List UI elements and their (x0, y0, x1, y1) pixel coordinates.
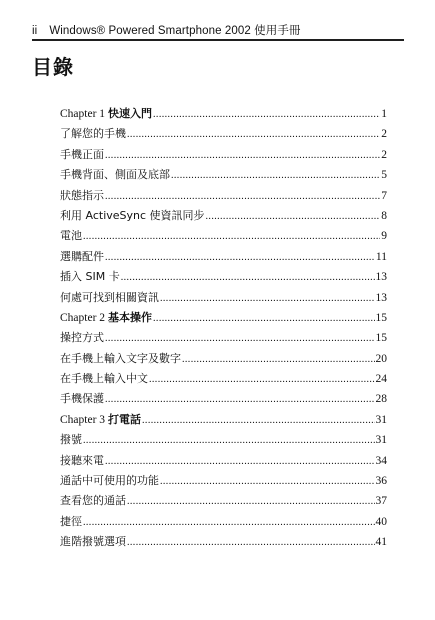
toc-entry-title (60, 494, 126, 508)
header-page-number: ii (32, 25, 38, 37)
toc-entry-title (60, 515, 82, 529)
toc-page-number: 5 (381, 169, 387, 182)
toc-page-number: 9 (381, 230, 387, 243)
toc-section-entry[interactable] (60, 372, 387, 392)
toc-entry-title (60, 148, 104, 162)
toc-entry-title (60, 535, 126, 549)
section-title: 接聽來電 (60, 453, 104, 467)
toc-section-entry[interactable] (60, 168, 387, 188)
toc-page-number: 2 (381, 148, 387, 161)
chapter-title: 快速入門 (108, 107, 153, 120)
section-title: 選購配件 (60, 249, 104, 263)
toc-entry-title (60, 413, 141, 427)
table-of-contents (60, 107, 387, 556)
toc-section-entry[interactable] (60, 250, 387, 270)
toc-page-number: 20 (375, 352, 387, 365)
chapter-number: Chapter 3 (60, 413, 106, 426)
toc-section-entry[interactable] (60, 270, 387, 290)
dot-leader (105, 190, 380, 204)
toc-page-number: 37 (375, 495, 387, 508)
toc-chapter-entry[interactable] (60, 107, 387, 127)
dot-leader (105, 251, 375, 265)
toc-page-number: 40 (375, 515, 387, 528)
toc-entry-title (60, 433, 82, 447)
section-title: 捷徑 (60, 514, 82, 528)
toc-entry-title (60, 331, 104, 345)
toc-chapter-entry[interactable] (60, 413, 387, 433)
toc-entry-title (60, 250, 104, 264)
toc-page-number: 15 (375, 311, 387, 324)
toc-page-number: 28 (375, 393, 387, 406)
section-title: 利用 ActiveSync 使資訊同步 (60, 208, 205, 222)
dot-leader (127, 128, 380, 142)
toc-section-entry[interactable] (60, 454, 387, 474)
toc-page-number: 13 (375, 291, 387, 304)
toc-entry-title (60, 392, 104, 406)
toc-page-number: 7 (381, 189, 387, 202)
section-title: 操控方式 (60, 331, 104, 345)
chapter-number: Chapter 1 (60, 108, 106, 120)
dot-leader (105, 393, 375, 407)
toc-page-number: 41 (375, 536, 387, 549)
toc-section-entry[interactable] (60, 209, 387, 229)
dot-leader (127, 536, 375, 550)
dot-leader (142, 414, 374, 428)
toc-page-number: 11 (375, 250, 387, 263)
dot-leader (160, 475, 375, 489)
chapter-title: 打電話 (108, 412, 142, 426)
section-title: 電池 (60, 229, 82, 243)
toc-entry-title (60, 311, 152, 325)
toc-entry-title (60, 454, 104, 468)
page-title: 目錄 (32, 55, 74, 79)
toc-entry-title (60, 209, 205, 223)
toc-page-number: 13 (375, 271, 387, 284)
toc-entry-title (60, 107, 152, 121)
dot-leader (105, 455, 375, 469)
section-title: 了解您的手機 (60, 127, 126, 141)
dot-leader (127, 495, 375, 509)
toc-section-entry[interactable] (60, 392, 387, 412)
toc-entry-title (60, 127, 126, 141)
running-header (32, 22, 301, 38)
toc-page-number: 36 (375, 475, 387, 488)
dot-leader (182, 353, 375, 367)
chapter-title: 基本操作 (108, 310, 153, 324)
section-title: 插入 SIM 卡 (60, 270, 120, 284)
header-running-title: Windows® Powered Smartphone 2002 使用手冊 (49, 25, 301, 37)
section-title: 狀態指示 (60, 188, 104, 202)
section-title: 何處可找到相關資訊 (60, 290, 159, 304)
dot-leader (149, 373, 375, 387)
toc-section-entry[interactable] (60, 229, 387, 249)
toc-section-entry[interactable] (60, 291, 387, 311)
dot-leader (83, 434, 375, 448)
section-title: 通話中可使用的功能 (60, 474, 159, 488)
dot-leader (83, 516, 375, 530)
section-title: 手機背面、側面及底部 (60, 168, 170, 182)
toc-section-entry[interactable] (60, 352, 387, 372)
toc-section-entry[interactable] (60, 474, 387, 494)
section-title: 手機保護 (60, 392, 104, 406)
section-title: 進階撥號選項 (60, 535, 126, 549)
toc-section-entry[interactable] (60, 494, 387, 514)
toc-entry-title (60, 372, 148, 386)
toc-section-entry[interactable] (60, 331, 387, 351)
dot-leader (105, 332, 375, 346)
section-title: 撥號 (60, 433, 82, 447)
dot-leader (171, 169, 380, 183)
toc-page-number: 8 (381, 209, 387, 222)
toc-page-number: 31 (375, 434, 387, 447)
dot-leader (83, 230, 380, 244)
toc-page-number: 31 (375, 413, 387, 426)
toc-section-entry[interactable] (60, 433, 387, 453)
toc-entry-title (60, 352, 181, 366)
section-title: 手機正面 (60, 147, 104, 161)
dot-leader (121, 271, 375, 285)
toc-section-entry[interactable] (60, 535, 387, 555)
toc-chapter-entry[interactable] (60, 311, 387, 331)
dot-leader (206, 210, 381, 224)
toc-entry-title (60, 270, 120, 284)
dot-leader (153, 312, 374, 326)
toc-section-entry[interactable] (60, 189, 387, 209)
toc-page-number: 34 (375, 454, 387, 467)
toc-section-entry[interactable] (60, 148, 387, 168)
toc-entry-title (60, 168, 170, 182)
toc-page-number: 2 (381, 128, 387, 141)
section-title: 查看您的通話 (60, 494, 126, 508)
section-title: 在手機上輸入中文 (60, 372, 148, 386)
toc-entry-title (60, 189, 104, 203)
toc-entry-title (60, 291, 159, 305)
dot-leader (160, 292, 375, 306)
toc-page-number: 24 (375, 373, 387, 386)
toc-entry-title (60, 229, 82, 243)
toc-page-number: 1 (381, 108, 387, 120)
chapter-number: Chapter 2 (60, 311, 106, 324)
dot-leader (153, 108, 380, 122)
toc-entry-title (60, 474, 159, 488)
section-title: 在手機上輸入文字及數字 (60, 351, 181, 365)
toc-section-entry[interactable] (60, 127, 387, 147)
header-divider (32, 39, 404, 41)
toc-section-entry[interactable] (60, 515, 387, 535)
toc-page-number: 15 (375, 332, 387, 345)
dot-leader (105, 149, 380, 163)
